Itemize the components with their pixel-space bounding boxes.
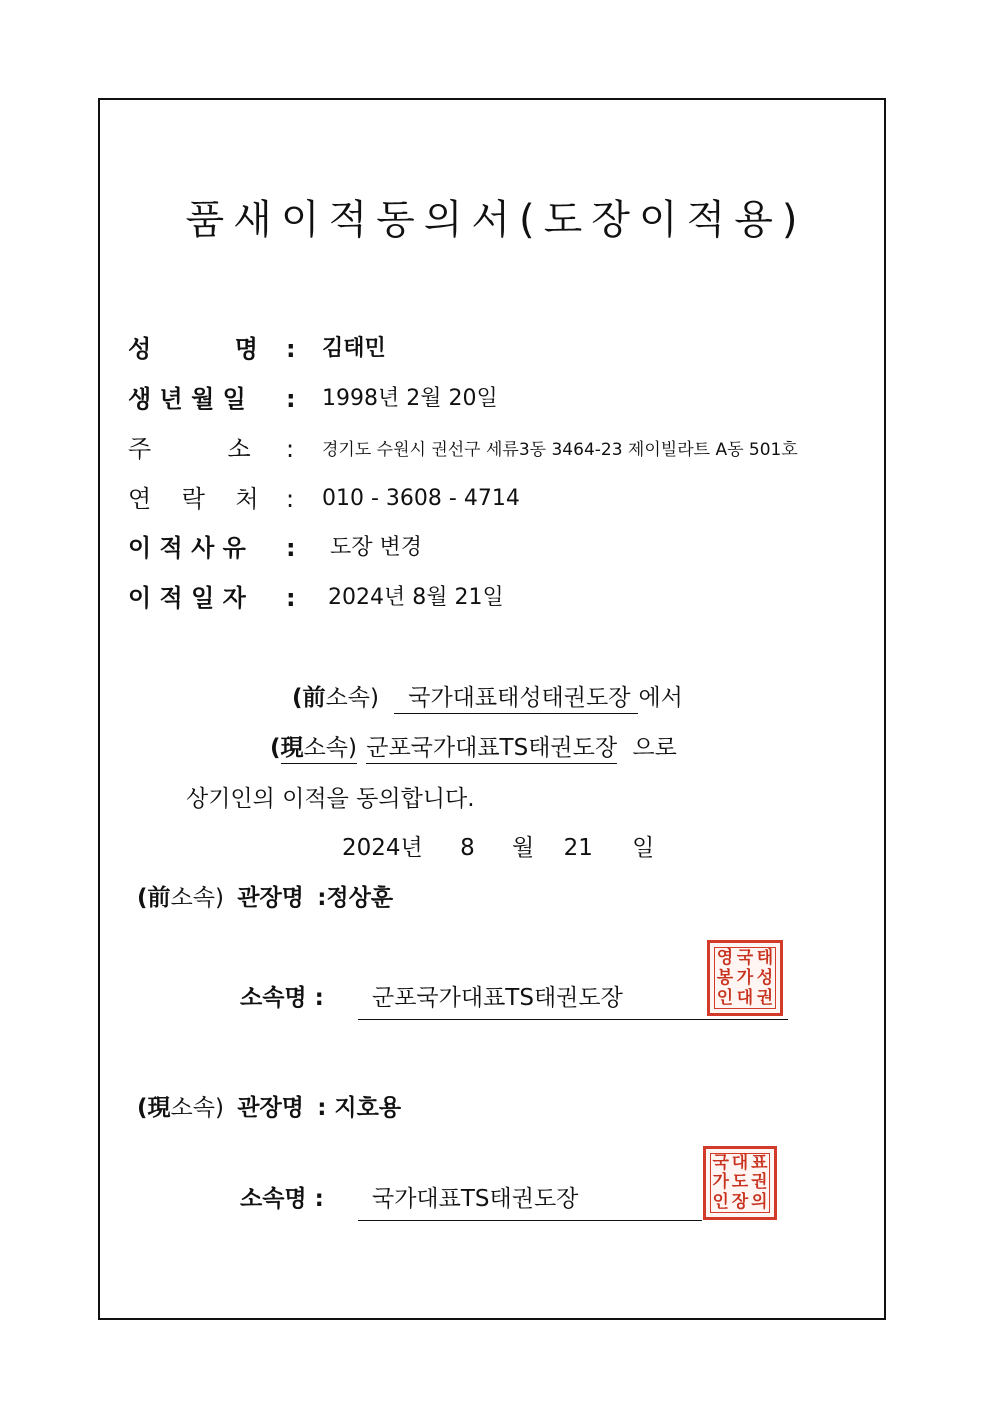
contact-colon: : xyxy=(286,485,295,513)
curr-suffix: 으로 xyxy=(632,735,677,761)
prev-gym-name: 국가대표태성태권도장 xyxy=(394,683,638,714)
curr-seal-grid xyxy=(710,1153,770,1213)
prev-seal-glyph: 대 xyxy=(736,987,754,1008)
curr-seal-glyph: 권 xyxy=(751,1172,768,1193)
name-colon: : xyxy=(286,335,296,363)
consent-day-unit: 일 xyxy=(632,835,655,861)
prev-seal-glyph: 가 xyxy=(736,967,754,988)
prev-seal-glyph: 봉 xyxy=(716,967,734,988)
prev-seal-glyph: 권 xyxy=(756,987,774,1008)
curr-gym-seal xyxy=(703,1146,777,1220)
reason-label: 이 적 사 유 xyxy=(128,534,246,562)
prev-seal-glyph: 인 xyxy=(716,987,734,1008)
reason-value: 도장 변경 xyxy=(330,535,423,560)
prev-signature-line xyxy=(358,1019,788,1020)
prev-open-paren: ( xyxy=(292,685,303,711)
curr-director-value: : 지호용 xyxy=(317,1095,402,1121)
date-colon: : xyxy=(286,584,296,612)
curr-gym-name: 군포국가대표TS태권도장 xyxy=(366,733,617,764)
address-label: 주 소 xyxy=(128,435,251,463)
birth-value: 1998년 2월 20일 xyxy=(322,386,498,411)
curr-section-open: ( xyxy=(137,1095,148,1121)
curr-signature-line xyxy=(358,1220,702,1221)
birth-label: 생 년 월 일 xyxy=(128,385,246,413)
date-value: 2024년 8월 21일 xyxy=(328,585,504,610)
curr-seal-glyph: 국 xyxy=(712,1153,729,1174)
prev-affiliation-line xyxy=(292,681,683,715)
prev-suffix: 에서 xyxy=(638,685,683,711)
document-title: 품새이적동의서(도장이적용) xyxy=(185,197,807,243)
curr-hanja: 現 xyxy=(281,733,304,764)
prev-section-hanja: 前 xyxy=(147,885,171,911)
curr-open-paren: ( xyxy=(270,735,281,761)
curr-seal-glyph: 장 xyxy=(731,1191,749,1212)
curr-affiliation-value: 국가대표TS태권도장 xyxy=(372,1186,579,1212)
curr-seal-glyph: 도 xyxy=(731,1172,749,1193)
curr-seal-glyph: 가 xyxy=(712,1172,729,1193)
prev-seal-glyph: 성 xyxy=(756,967,774,988)
curr-director-label: 관장명 xyxy=(237,1095,304,1121)
prev-director-label: 관장명 xyxy=(237,885,304,911)
prev-seal-grid xyxy=(714,947,776,1009)
curr-seal-glyph: 표 xyxy=(751,1153,768,1174)
prev-label: 소속) xyxy=(325,685,379,711)
consent-text: 상기인의 이적을 동의합니다. xyxy=(186,786,475,812)
prev-director-line xyxy=(137,881,393,915)
name-label: 성 명 xyxy=(128,335,258,363)
prev-affiliation-value: 군포국가대표TS태권도장 xyxy=(372,985,623,1011)
prev-section-open: ( xyxy=(137,885,148,911)
name-value: 김태민 xyxy=(322,336,386,361)
curr-label: 소속) xyxy=(304,733,357,764)
prev-seal-glyph: 영 xyxy=(716,947,734,968)
curr-affiliation-label: 소속명 : xyxy=(240,1186,324,1212)
prev-affiliation-label: 소속명 : xyxy=(240,985,324,1011)
curr-seal-glyph: 인 xyxy=(712,1191,729,1212)
curr-seal-glyph: 의 xyxy=(751,1191,768,1212)
curr-seal-glyph: 대 xyxy=(731,1153,749,1174)
address-colon: : xyxy=(286,435,295,463)
curr-section-hanja: 現 xyxy=(147,1095,171,1121)
consent-year: 2024년 xyxy=(342,835,423,861)
contact-value: 010 - 3608 - 4714 xyxy=(322,486,520,511)
prev-seal-glyph: 태 xyxy=(756,947,774,968)
birth-colon: : xyxy=(286,385,296,413)
consent-month: 8 xyxy=(460,835,475,861)
prev-gym-seal xyxy=(707,940,783,1016)
reason-colon: : xyxy=(286,534,296,562)
curr-section-label: 소속) xyxy=(170,1095,224,1121)
curr-director-line xyxy=(137,1091,401,1125)
date-label: 이 적 일 자 xyxy=(128,584,246,612)
consent-month-unit: 월 xyxy=(512,835,535,861)
curr-affiliation-line xyxy=(270,731,677,765)
address-value: 경기도 수원시 권선구 세류3동 3464-23 제이빌라트 A동 501호 xyxy=(322,440,798,460)
consent-day: 21 xyxy=(563,835,593,861)
prev-seal-glyph: 국 xyxy=(736,947,754,968)
prev-section-label: 소속) xyxy=(170,885,224,911)
prev-hanja: 前 xyxy=(302,685,326,711)
contact-label: 연 락 처 xyxy=(128,485,259,513)
consent-date xyxy=(342,831,654,865)
prev-director-value: :정상훈 xyxy=(317,885,394,911)
